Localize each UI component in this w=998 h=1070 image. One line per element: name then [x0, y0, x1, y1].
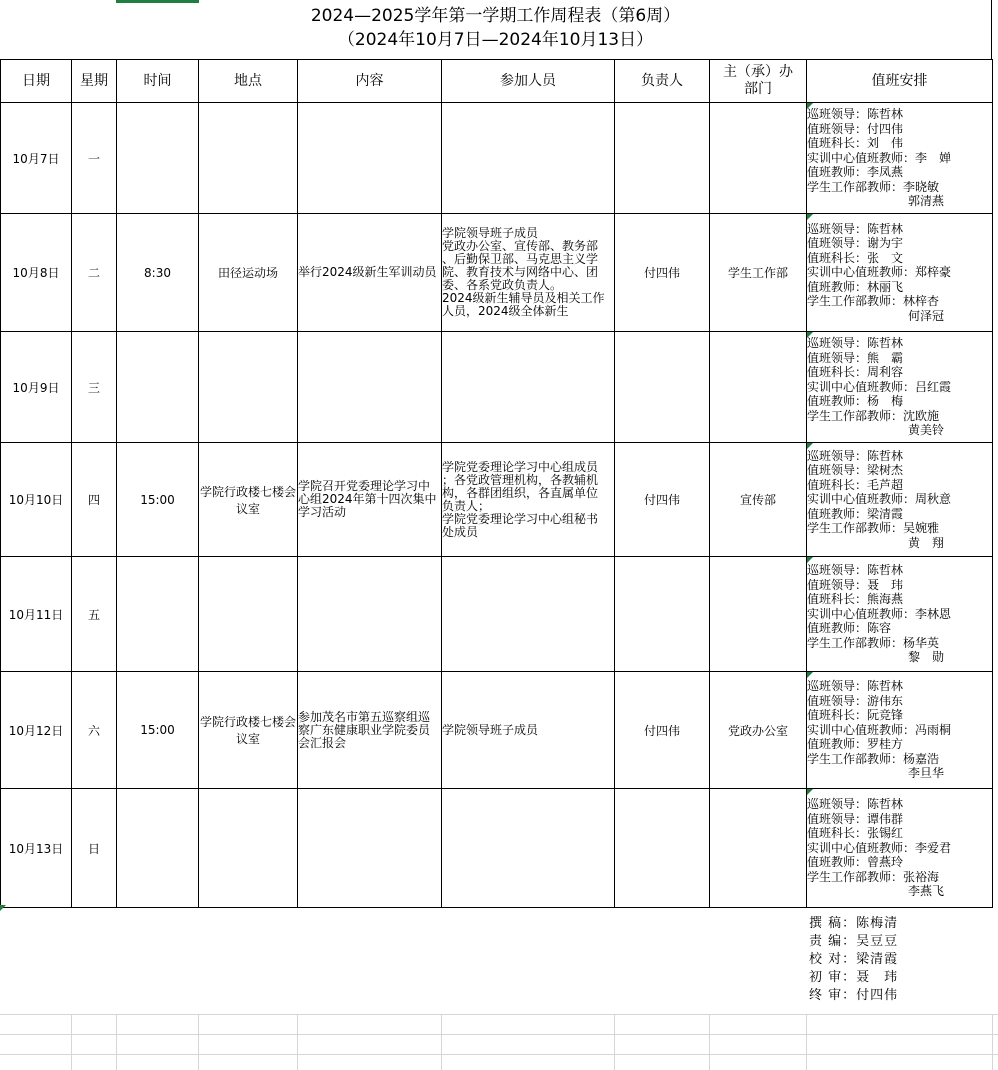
duty-cell[interactable] [807, 672, 993, 789]
duty-line: 值班领导：聂 玮 [807, 577, 904, 592]
title-block [0, 0, 992, 60]
table-row [1, 557, 993, 672]
weekday-cell[interactable]: 一 [72, 103, 117, 214]
duty-line: 巡班领导：陈哲林 [807, 336, 904, 351]
time-cell[interactable]: 15:00 [117, 443, 199, 557]
participant-line: 委、各系党政负责人。 [442, 278, 563, 292]
header-row [1, 60, 993, 103]
time-cell[interactable] [117, 332, 199, 443]
participants-cell[interactable] [442, 332, 615, 443]
grid-line [71, 1014, 72, 1070]
table-row [1, 103, 993, 214]
schedule-title: 2024—2025学年第一学期工作周程表（第6周） [310, 6, 681, 26]
cell-comment-marker [0, 905, 6, 911]
date-cell[interactable]: 10月9日 [1, 332, 72, 443]
duty-cell[interactable] [807, 557, 993, 672]
date-cell[interactable]: 10月11日 [1, 557, 72, 672]
duty-line: 实训中心值班教师：吕红霞 [807, 379, 952, 394]
header-leader[interactable]: 负责人 [615, 60, 710, 103]
place-cell[interactable] [199, 557, 298, 672]
duty-line: 值班领导：谭伟群 [807, 811, 904, 826]
participant-line: 构，各群团组织，各直属单位 [442, 485, 599, 500]
participant-line: 学院领导班子成员 [442, 722, 539, 737]
participant-line: 学院领导班子成员 [442, 226, 539, 240]
grid-line [614, 1014, 615, 1070]
duty-line: 学生工作部教师：沈欧施 [807, 408, 940, 423]
dept-cell[interactable] [710, 103, 807, 214]
table-row [1, 789, 993, 908]
leader-cell[interactable] [615, 557, 710, 672]
participants-cell[interactable] [442, 214, 615, 332]
place-cell[interactable]: 学院行政楼七楼会议室 [199, 672, 298, 789]
time-cell[interactable]: 15:00 [117, 672, 199, 789]
duty-line: 实训中心值班教师：冯雨桐 [807, 722, 952, 737]
duty-line: 实训中心值班教师：李 婵 [807, 150, 952, 165]
duty-line: 值班领导：梁树杰 [807, 463, 904, 478]
weekday-cell[interactable]: 二 [72, 214, 117, 332]
duty-line: 值班科长：刘 伟 [807, 136, 904, 151]
duty-line: 值班领导：熊 霸 [807, 350, 904, 365]
duty-line: 值班科长：张 文 [807, 250, 904, 265]
duty-cell[interactable] [807, 789, 993, 908]
place-cell[interactable] [199, 789, 298, 908]
duty-line: 巡班领导：陈哲林 [807, 797, 904, 812]
participant-line: 人员，2024级全体新生 [442, 304, 569, 318]
time-cell[interactable] [117, 789, 199, 908]
participant-line: 学院党委理论学习中心组成员 [442, 459, 599, 474]
duty-extra-name: 郭清燕 [908, 194, 945, 209]
schedule-table [0, 59, 993, 908]
dept-cell[interactable] [710, 557, 807, 672]
content-cell[interactable]: 参加茂名市第五巡察组巡察广东健康职业学院委员会汇报会 [298, 672, 442, 789]
grid-line [0, 1034, 998, 1035]
participants-cell[interactable] [442, 672, 615, 789]
grid-line [198, 1014, 199, 1070]
duty-line: 值班领导：付四伟 [807, 121, 904, 136]
dept-cell[interactable]: 宣传部 [710, 443, 807, 557]
header-dept[interactable] [710, 60, 807, 103]
duty-line: 值班教师：杨 梅 [807, 394, 904, 409]
duty-line: 实训中心值班教师：李爱君 [807, 840, 952, 855]
content-cell[interactable] [298, 332, 442, 443]
weekday-cell[interactable]: 四 [72, 443, 117, 557]
grid-line [0, 1054, 998, 1055]
duty-extra-name: 何泽冠 [908, 308, 945, 323]
date-cell[interactable]: 10月7日 [1, 103, 72, 214]
participant-line: 院、教育技术与网络中心、团 [442, 265, 599, 279]
cell-comment-marker [807, 214, 813, 220]
duty-line: 值班教师：罗桂方 [807, 737, 904, 752]
leader-cell[interactable]: 付四伟 [615, 672, 710, 789]
duty-line: 值班教师：梁清霞 [807, 506, 904, 521]
duty-line: 实训中心值班教师：郑梓豪 [807, 265, 952, 280]
leader-cell[interactable] [615, 789, 710, 908]
schedule-date-range: （2024年10月7日—2024年10月13日） [337, 30, 654, 50]
participant-line: 学院党委理论学习中心组秘书 [442, 511, 599, 526]
time-cell[interactable]: 8:30 [117, 214, 199, 332]
place-cell[interactable] [199, 103, 298, 214]
place-cell[interactable]: 田径运动场 [199, 214, 298, 332]
table-row [1, 672, 993, 789]
leader-cell[interactable] [615, 103, 710, 214]
content-cell[interactable]: 举行2024级新生军训动员 [298, 214, 442, 332]
duty-line: 巡班领导：陈哲林 [807, 221, 904, 236]
date-cell[interactable]: 10月12日 [1, 672, 72, 789]
dept-cell[interactable]: 党政办公室 [710, 672, 807, 789]
time-cell[interactable] [117, 557, 199, 672]
header-date[interactable]: 日期 [1, 60, 72, 103]
duty-line: 学生工作部教师：吴婉雅 [807, 521, 940, 536]
leader-cell[interactable]: 付四伟 [615, 214, 710, 332]
duty-line: 巡班领导：陈哲林 [807, 448, 904, 463]
cell-comment-marker [807, 789, 813, 795]
duty-line: 值班科长：阮竞锋 [807, 708, 904, 723]
duty-cell[interactable] [807, 214, 993, 332]
dept-cell[interactable]: 学生工作部 [710, 214, 807, 332]
signoff-line: 撰 稿：陈梅清 [809, 916, 899, 931]
weekday-cell[interactable]: 日 [72, 789, 117, 908]
duty-line: 值班教师：曾燕玲 [807, 855, 904, 870]
grid-line [0, 1014, 998, 1015]
cell-comment-marker [807, 103, 813, 109]
header-participants[interactable]: 参加人员 [442, 60, 615, 103]
duty-line: 学生工作部教师：杨嘉浩 [807, 751, 940, 766]
cell-comment-marker [807, 672, 813, 678]
header-place[interactable]: 地点 [199, 60, 298, 103]
weekday-cell[interactable]: 六 [72, 672, 117, 789]
grid-line [992, 1014, 993, 1070]
date-cell[interactable]: 10月10日 [1, 443, 72, 557]
header-dept-line1: 主（承）办 [723, 64, 793, 80]
signoff-line: 终 审：付四伟 [809, 988, 899, 1003]
duty-line: 巡班领导：陈哲林 [807, 563, 904, 578]
content-cell[interactable]: 学院召开党委理论学习中心组2024年第十四次集中学习活动 [298, 443, 442, 557]
signoff-line: 责 编：吴豆豆 [809, 934, 899, 949]
duty-cell[interactable] [807, 332, 993, 443]
leader-cell[interactable] [615, 332, 710, 443]
content-cell[interactable] [298, 103, 442, 214]
duty-cell[interactable] [807, 103, 993, 214]
duty-line: 学生工作部教师：李晓敏 [807, 179, 940, 194]
place-cell[interactable] [199, 332, 298, 443]
duty-extra-name: 李旦华 [908, 766, 945, 781]
dept-cell[interactable] [710, 789, 807, 908]
header-weekday[interactable]: 星期 [72, 60, 117, 103]
duty-line: 值班科长：张锡红 [807, 826, 904, 841]
participant-line: 处成员 [442, 524, 479, 539]
signoff-block [809, 915, 898, 1005]
grid-line [709, 1014, 710, 1070]
content-cell[interactable] [298, 557, 442, 672]
cell-comment-marker [807, 332, 813, 338]
duty-line: 巡班领导：陈哲林 [807, 107, 904, 122]
content-cell[interactable] [298, 789, 442, 908]
duty-line: 实训中心值班教师：李林恩 [807, 606, 952, 621]
header-content[interactable]: 内容 [298, 60, 442, 103]
time-cell[interactable] [117, 103, 199, 214]
place-cell[interactable]: 学院行政楼七楼会议室 [199, 443, 298, 557]
duty-extra-name: 黄美铃 [908, 423, 945, 438]
header-time[interactable]: 时间 [117, 60, 199, 103]
duty-line: 巡班领导：陈哲林 [807, 679, 904, 694]
participant-line: 2024级新生辅导员及相关工作 [442, 291, 605, 305]
duty-line: 值班科长：熊海燕 [807, 592, 904, 607]
signoff-line: 初 审：聂 玮 [809, 970, 899, 985]
duty-line: 值班领导：谢为宇 [807, 236, 904, 251]
participant-line: 、后勤保卫部、马克思主义学 [442, 252, 599, 266]
duty-line: 学生工作部教师：张裕海 [807, 869, 940, 884]
header-dept-line2: 部门 [744, 81, 772, 97]
participants-cell[interactable] [442, 789, 615, 908]
duty-extra-name: 黎 勋 [908, 650, 945, 665]
duty-cell[interactable] [807, 443, 993, 557]
date-cell[interactable]: 10月13日 [1, 789, 72, 908]
participant-line: ；各党政管理机构，各教辅机 [442, 472, 599, 487]
cell-comment-marker [807, 443, 813, 449]
participant-line: 负责人； [442, 498, 491, 513]
duty-line: 实训中心值班教师：周秋意 [807, 492, 952, 507]
date-cell[interactable]: 10月8日 [1, 214, 72, 332]
dept-cell[interactable] [710, 332, 807, 443]
schedule-body [1, 103, 993, 908]
duty-line: 值班科长：周利容 [807, 365, 904, 380]
duty-extra-name: 黄 翔 [908, 535, 945, 550]
duty-line: 值班教师：陈容 [807, 621, 892, 636]
grid-line [297, 1014, 298, 1070]
grid-line [441, 1014, 442, 1070]
signoff-line: 校 对：梁清霞 [809, 952, 899, 967]
duty-extra-name: 李燕飞 [908, 884, 945, 899]
grid-line [806, 1014, 807, 1070]
table-row [1, 332, 993, 443]
weekday-cell[interactable]: 三 [72, 332, 117, 443]
participant-line: 党政办公室、宣传部、教务部 [442, 239, 599, 253]
weekday-cell[interactable]: 五 [72, 557, 117, 672]
participants-cell[interactable] [442, 557, 615, 672]
duty-line: 值班科长：毛芦超 [807, 477, 904, 492]
duty-line: 值班教师：林丽飞 [807, 279, 904, 294]
duty-line: 值班领导：游伟东 [807, 693, 904, 708]
participants-cell[interactable] [442, 443, 615, 557]
table-row [1, 443, 993, 557]
table-row [1, 214, 993, 332]
duty-line: 值班教师：李凤燕 [807, 165, 904, 180]
leader-cell[interactable]: 付四伟 [615, 443, 710, 557]
duty-line: 学生工作部教师：林梓杏 [807, 294, 940, 309]
grid-line [116, 1014, 117, 1070]
participants-cell[interactable] [442, 103, 615, 214]
header-duty[interactable]: 值班安排 [807, 60, 993, 103]
cell-comment-marker [807, 557, 813, 563]
duty-line: 学生工作部教师：杨华英 [807, 635, 940, 650]
